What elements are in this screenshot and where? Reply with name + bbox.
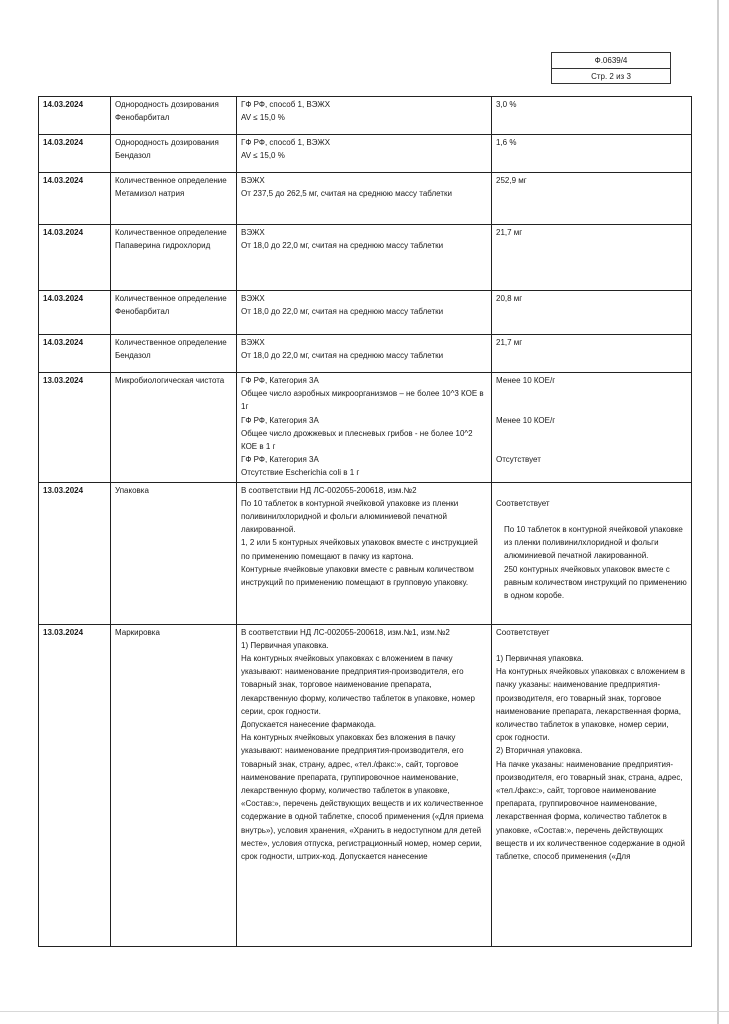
- test-name: Количественное определение Метамизол натрия: [111, 173, 237, 225]
- table-row: [39, 291, 692, 335]
- test-date: 14.03.2024: [39, 225, 111, 291]
- test-date: 14.03.2024: [39, 335, 111, 373]
- test-date: 13.03.2024: [39, 624, 111, 946]
- test-date: 13.03.2024: [39, 482, 111, 624]
- test-name: Количественное определение Бендазол: [111, 335, 237, 373]
- test-result: 3,0 %: [492, 97, 692, 135]
- test-date: 14.03.2024: [39, 173, 111, 225]
- test-result-cell: [492, 482, 692, 624]
- results-table: [38, 96, 692, 947]
- test-date: 14.03.2024: [39, 97, 111, 135]
- test-result: 21,7 мг: [492, 335, 692, 373]
- test-requirement: ВЭЖХ От 18,0 до 22,0 мг, считая на среднюю массу таблетки: [237, 225, 492, 291]
- form-code: Ф.0639/4: [594, 56, 628, 65]
- test-name: Маркировка: [111, 624, 237, 946]
- test-date: 13.03.2024: [39, 373, 111, 483]
- test-requirement: ГФ РФ, Категория 3А Общее число аэробных микроорганизмов – не более 10^3 КОЕ в 1г ГФ РФ, Категория 3А Общее число дрожжевых и плесневых грибов - не более 10^2 КОЕ в 1 г ГФ РФ, Категория 3А Отсутствие Escherichia coli в 1 г: [237, 373, 492, 483]
- test-name: Количественное определение Фенобарбитал: [111, 291, 237, 335]
- table-row: [39, 335, 692, 373]
- test-result: Соответствует 1) Первичная упаковка. На контурных ячейковых упаковках с вложением в пачку указаны: наименование предприятия-производителя, его товарный знак, торговое наименование препарата, лекарственная форма, количество таблеток в упаковке, номер серии, срок годности. 2) Вторичная упаковка. На пачке указаны: наименование предприятия-производителя, его товарный знак, страна, адрес, «тел./факс:», сайт, торговое наименование препарата, группировочное наименование, лекарственная форма, количество таблеток в упаковке, «Состав:», перечень действующих веществ и их количественное содержание в одной таблетке, способ применения («Для: [492, 624, 692, 946]
- test-result-details: По 10 таблеток в контурной ячейковой упаковке из пленки поливинилхлоридной и фольги алюминиевой печатной лакированной. 250 контурных ячейковых упаковок вместе с равным количеством инструкций по применению в одном коробе.: [504, 525, 687, 601]
- page-number: Стр. 2 из 3: [552, 68, 670, 84]
- scan-bottom-line: [0, 1011, 729, 1012]
- test-result: 1,6 %: [492, 135, 692, 173]
- test-name: Однородность дозирования Бендазол: [111, 135, 237, 173]
- test-result: 252,9 мг: [492, 173, 692, 225]
- test-result-status: Соответствует: [496, 498, 550, 508]
- table-row: [39, 135, 692, 173]
- test-date: 14.03.2024: [39, 135, 111, 173]
- form-code-box: [551, 52, 671, 84]
- test-requirement: В соответствии НД ЛС-002055-200618, изм.№2 По 10 таблеток в контурной ячейковой упаковке из пленки поливинилхлоридной и фольги алюминиевой печатной лакированной. 1, 2 или 5 контурных ячейковых упаковок вместе с инструкцией по применению помещают в пачку из картона. Контурные ячейковые упаковки вместе с равным количеством инструкций по применению помещают в групповую упаковку.: [237, 482, 492, 624]
- test-requirement: ГФ РФ, способ 1, ВЭЖХ AV ≤ 15,0 %: [237, 135, 492, 173]
- test-requirement: ВЭЖХ От 237,5 до 262,5 мг, считая на среднюю массу таблетки: [237, 173, 492, 225]
- table-row: [39, 624, 692, 946]
- scan-edge-line: [717, 0, 719, 1024]
- test-result: 21,7 мг: [492, 225, 692, 291]
- table-row: [39, 97, 692, 135]
- test-date: 14.03.2024: [39, 291, 111, 335]
- test-requirement: ВЭЖХ От 18,0 до 22,0 мг, считая на среднюю массу таблетки: [237, 291, 492, 335]
- test-requirement: В соответствии НД ЛС-002055-200618, изм.№1, изм.№2 1) Первичная упаковка. На контурных ячейковых упаковках с вложением в пачку указывают: наименование предприятия-производителя, его товарный знак, торговое наименование препарата, лекарственную форму, количество таблеток в упаковке, номер серии, срок годности. Допускается нанесение фармакода. На контурных ячейковых упаковках без вложения в пачку указывают: наименование предприятия-производителя, его товарный знак, страну, адрес, «тел./факс:», сайт, торговое наименование препарата, группировочное наименование, лекарственную форму, количество таблеток в упаковке, «Состав:», перечень действующих веществ и их количественное содержание в одной таблетке, способ применения («Для приема внутрь»), условия хранения, «Хранить в недоступном для детей месте», условия отпуска, регистрационный номер, номер серии, срок годности, штрих-код. Допускается нанесение: [237, 624, 492, 946]
- test-requirement: ГФ РФ, способ 1, ВЭЖХ AV ≤ 15,0 %: [237, 97, 492, 135]
- test-name: Микробиологическая чистота: [111, 373, 237, 483]
- test-result: Менее 10 КОЕ/г Менее 10 КОЕ/г Отсутствует: [492, 373, 692, 483]
- table-row: [39, 482, 692, 624]
- test-requirement: ВЭЖХ От 18,0 до 22,0 мг, считая на среднюю массу таблетки: [237, 335, 492, 373]
- test-result: 20,8 мг: [492, 291, 692, 335]
- table-row: [39, 173, 692, 225]
- table-row: [39, 373, 692, 483]
- test-name: Упаковка: [111, 482, 237, 624]
- test-name: Однородность дозирования Фенобарбитал: [111, 97, 237, 135]
- table-row: [39, 225, 692, 291]
- test-name: Количественное определение Папаверина гидрохлорид: [111, 225, 237, 291]
